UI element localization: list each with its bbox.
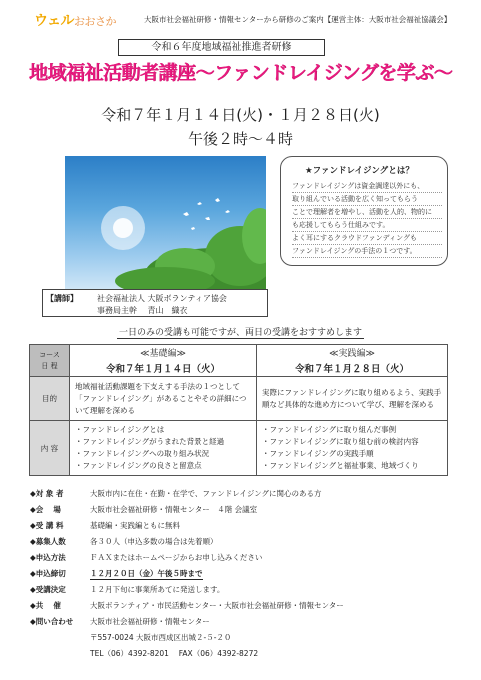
target-label: ◆対 象 者 bbox=[30, 489, 64, 498]
info-line: 取り組んでいる活動を広く知ってもらう bbox=[292, 193, 442, 206]
logo-main: ウェル bbox=[34, 13, 74, 29]
practice-content bbox=[257, 421, 448, 476]
cohost-value: 大阪ボランティア・市民活動センター・大阪市社会福祉研修・情報センター bbox=[90, 601, 344, 610]
apply-label: ◆申込方法 bbox=[30, 553, 66, 562]
venue-label: ◆会 場 bbox=[30, 505, 61, 514]
list-item: ・ ファンドレイジングがうまれた背景と経過 bbox=[75, 436, 251, 448]
logo-sub: おおさか bbox=[73, 15, 116, 28]
deadline-label: ◆申込締切 bbox=[30, 569, 66, 578]
capacity-value: 各３０人（申込多数の場合は先着順） bbox=[90, 537, 218, 546]
contact-label: ◆問い合わせ bbox=[30, 617, 74, 626]
info-box-title: ★ファンドレイジングとは？ bbox=[305, 166, 414, 176]
course-table bbox=[29, 344, 448, 476]
apply-value: ＦＡＸまたはホームページからお申し込みください bbox=[90, 553, 263, 562]
contact-phone: TEL（06）4392-8201 FAX（06）4392-8272 bbox=[90, 649, 259, 658]
list-item: ・ ファンドレイジングと福祉事業、地域づくり bbox=[262, 460, 442, 472]
list-item: ・ ファンドレイジングの実践手順 bbox=[262, 448, 442, 460]
lecturer-role: 事務局主幹 青山 織衣 bbox=[97, 306, 188, 315]
list-item: ・ ファンドレイジングの良さと留意点 bbox=[75, 460, 251, 472]
info-line: も応援してもらう仕組みです。 bbox=[292, 219, 442, 232]
contact-address: 〒557-0024 大阪市西成区出城２-５-２０ bbox=[90, 633, 232, 642]
training-subtitle: 令和６年度地域福祉推進者研修 bbox=[118, 39, 325, 56]
basic-course-header bbox=[70, 345, 257, 377]
content-label: 内 容 bbox=[30, 421, 70, 476]
info-line: ファンドレイジングの手法の１つです。 bbox=[292, 245, 442, 258]
contact-name: 大阪市社会福祉研修・情報センター bbox=[90, 617, 210, 626]
lecturer-box bbox=[42, 289, 268, 317]
decision-value: １２月下旬に事業所あてに発送します。 bbox=[90, 585, 225, 594]
deadline-value: １２月２０日（金）午後５時まで bbox=[90, 569, 203, 578]
info-line: ことで理解者を増やし、活動を人的、物的に bbox=[292, 206, 442, 219]
logo bbox=[34, 10, 116, 30]
basic-course-label: ≪基礎編≫ bbox=[140, 349, 186, 359]
info-line: よく耳にするクラウドファンディングも bbox=[292, 232, 442, 245]
event-time: 午後２時～４時 bbox=[187, 130, 293, 148]
practice-course-label: ≪実践編≫ bbox=[329, 349, 375, 359]
basic-content bbox=[70, 421, 257, 476]
corner-bottom: 日 程 bbox=[41, 361, 58, 370]
lecturer-tag: 【講師】 bbox=[46, 294, 78, 303]
course-header-row bbox=[30, 345, 448, 377]
list-item: ・ ファンドレイジングとは bbox=[75, 424, 251, 436]
purpose-label: 目的 bbox=[30, 377, 70, 421]
basic-course-date: 令和７年１月１４日（火） bbox=[105, 364, 220, 375]
cohost-label: ◆共 催 bbox=[30, 601, 61, 610]
info-box-text bbox=[292, 180, 442, 258]
capacity-label: ◆募集人数 bbox=[30, 537, 66, 546]
fee-value: 基礎編・実践編ともに無料 bbox=[90, 521, 180, 530]
decision-label: ◆受講決定 bbox=[30, 585, 66, 594]
list-item: ・ ファンドレイジングへの取り組み状況 bbox=[75, 448, 251, 460]
page-title: 地域福祉活動者講座～ファンドレイジングを学ぶ～ bbox=[28, 62, 453, 84]
attendance-notice-text: 一日のみの受講も可能ですが、両日の受講をおすすめします bbox=[118, 328, 363, 338]
purpose-row bbox=[30, 377, 448, 421]
practice-purpose: 実際にファンドレイジングに取り組めるよう、実践手順など具体的な進め方について学び、理解を深める bbox=[257, 377, 448, 421]
header-note: 大阪市社会福祉研修・情報センターから研修のご案内【運営主体：大阪市社会福祉協議会】 bbox=[144, 15, 452, 24]
fundraising-info-box bbox=[280, 156, 448, 266]
event-dates: 令和７年１月１４日(火)・１月２８日(火) bbox=[101, 106, 380, 124]
sky-tree-illustration bbox=[65, 156, 266, 289]
corner-top: コース bbox=[39, 350, 60, 359]
target-value: 大阪市内に在住・在勤・在学で、ファンドレイジングに関心のある方 bbox=[90, 489, 322, 498]
fee-label: ◆受 講 料 bbox=[30, 521, 64, 530]
basic-purpose: 地域福祉活動課題を下支えする手法の１つとして「ファンドレイジング」があることやその詳細について理解を深める bbox=[70, 377, 257, 421]
lecturer-organization: 社会福祉法人 大阪ボランティア協会 bbox=[97, 294, 227, 303]
course-corner bbox=[30, 345, 70, 377]
venue-value: 大阪市社会福祉研修・情報センター ４階 会議室 bbox=[90, 505, 258, 514]
sky-tree-photo bbox=[65, 156, 266, 289]
practice-course-date: 令和７年１月２８日（火） bbox=[294, 364, 409, 375]
info-line: ファンドレイジングは資金調達以外にも、 bbox=[292, 180, 442, 193]
list-item: ・ ファンドレイジングに取り組む前の検討内容 bbox=[262, 436, 442, 448]
practice-course-header bbox=[257, 345, 448, 377]
list-item: ・ ファンドレイジングに取り組んだ事例 bbox=[262, 424, 442, 436]
attendance-notice bbox=[0, 325, 481, 338]
content-row bbox=[30, 421, 448, 476]
